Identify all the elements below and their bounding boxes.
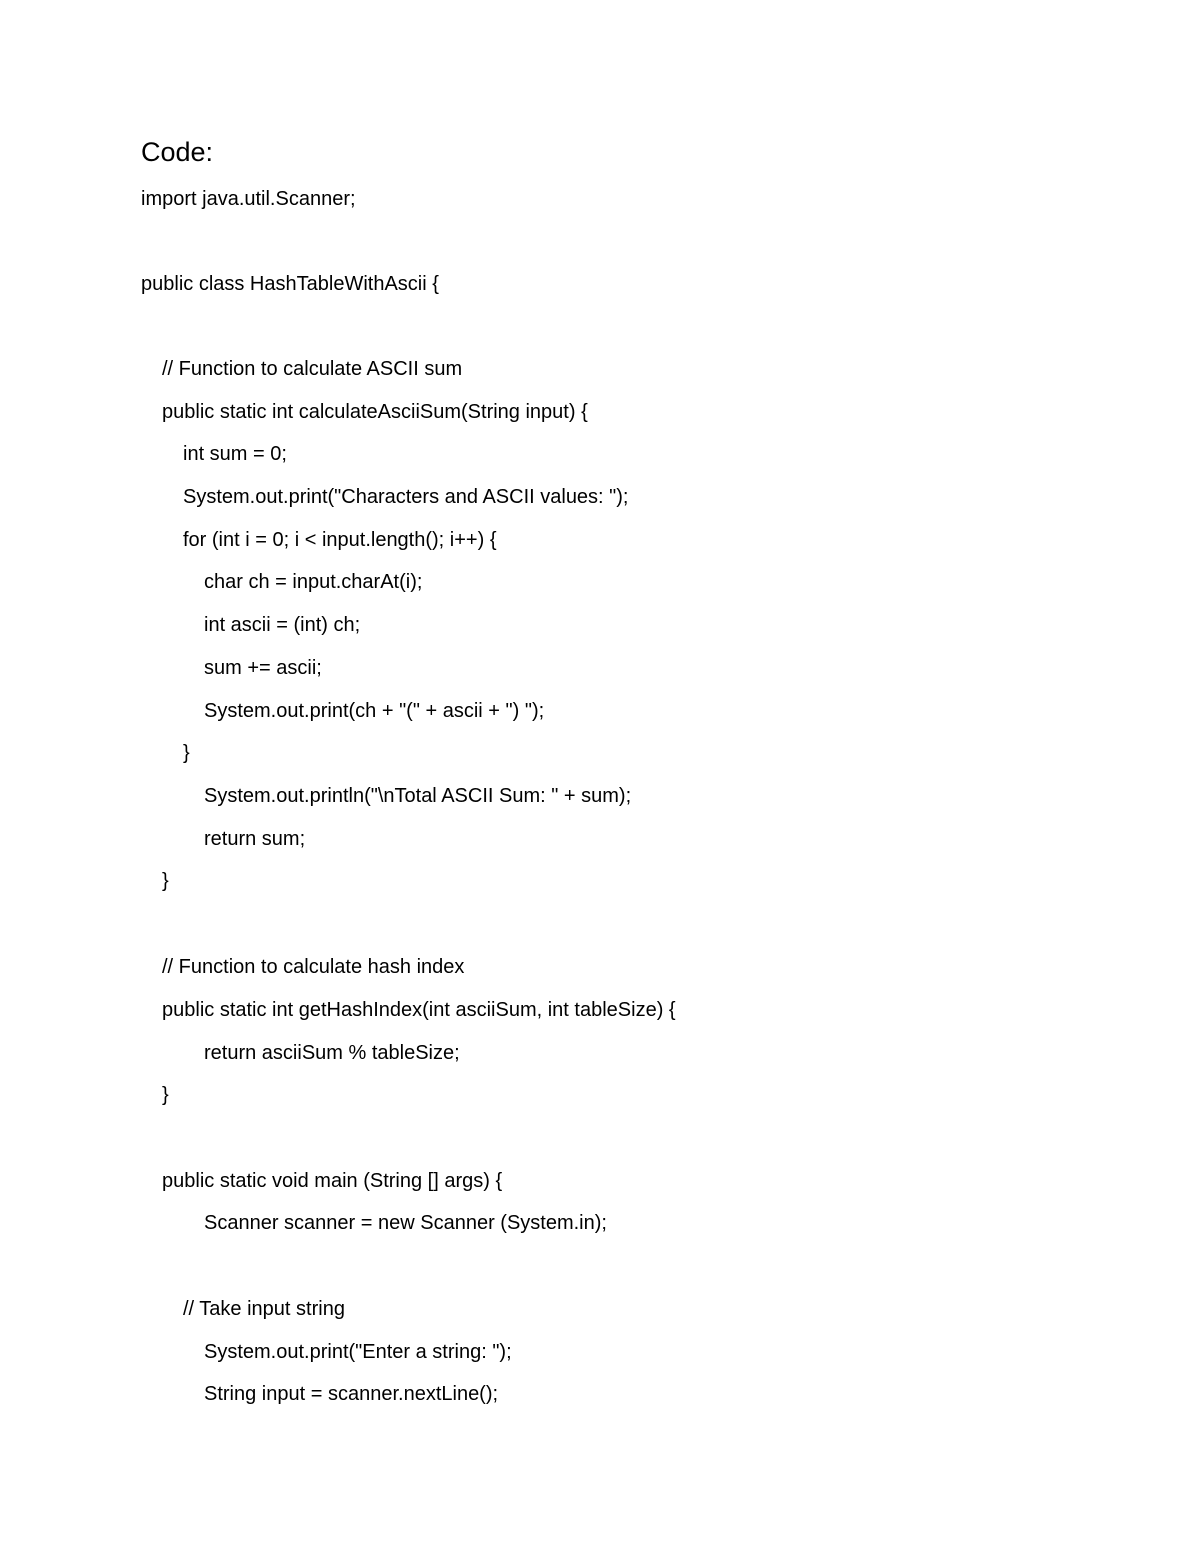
code-line-comment-input: // Take input string xyxy=(183,1298,345,1320)
code-line-char-at: char ch = input.charAt(i); xyxy=(204,571,423,593)
code-line-comment-hash-index: // Function to calculate hash index xyxy=(162,956,465,978)
code-line-return-sum: return sum; xyxy=(204,828,306,850)
code-line-ascii-cast: int ascii = (int) ch; xyxy=(204,614,361,636)
code-line-hash-method-close: } xyxy=(162,1084,169,1106)
code-heading: Code: xyxy=(141,137,214,167)
code-line-method-close: } xyxy=(162,870,169,892)
code-line-print-total: System.out.println("\nTotal ASCII Sum: " + sum); xyxy=(204,785,632,807)
code-line-main-method: public static void main (String [] args) { xyxy=(162,1170,503,1192)
code-line-sum-init: int sum = 0; xyxy=(183,443,287,465)
code-line-read-input: String input = scanner.nextLine(); xyxy=(204,1383,499,1405)
code-line-import: import java.util.Scanner; xyxy=(141,188,356,210)
code-line-class-declaration: public class HashTableWithAscii { xyxy=(141,273,439,295)
code-line-print-header: System.out.print("Characters and ASCII values: "); xyxy=(183,486,629,508)
code-line-for-loop: for (int i = 0; i < input.length(); i++) { xyxy=(183,529,497,551)
code-line-prompt: System.out.print("Enter a string: "); xyxy=(204,1341,512,1363)
code-line-scanner-init: Scanner scanner = new Scanner (System.in); xyxy=(204,1212,607,1234)
code-line-comment-ascii-sum: // Function to calculate ASCII sum xyxy=(162,358,463,380)
code-line-method-hash-index: public static int getHashIndex(int asciiSum, int tableSize) { xyxy=(162,999,676,1021)
code-line-method-ascii-sum: public static int calculateAsciiSum(String input) { xyxy=(162,401,588,423)
code-line-return-modulo: return asciiSum % tableSize; xyxy=(204,1042,460,1064)
code-line-sum-add: sum += ascii; xyxy=(204,657,322,679)
code-line-print-char: System.out.print(ch + "(" + ascii + ") "); xyxy=(204,700,545,722)
code-line-for-close: } xyxy=(183,742,190,764)
